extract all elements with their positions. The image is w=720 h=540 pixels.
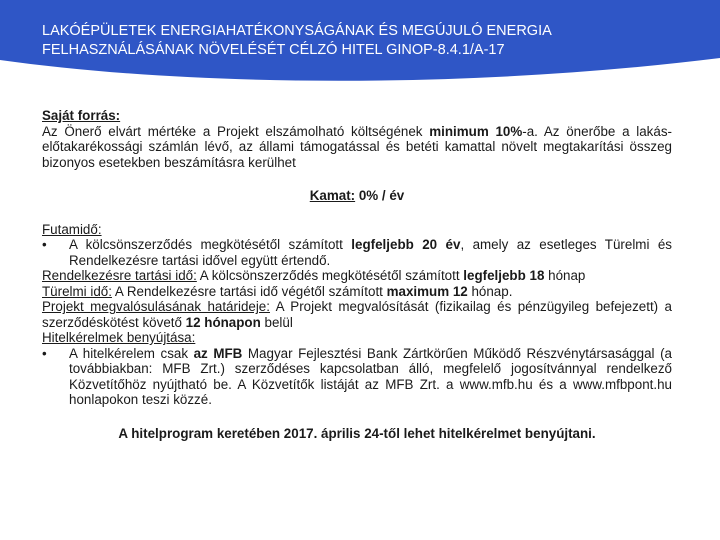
header-banner: [0, 0, 720, 82]
interest-value: 0% / év: [355, 188, 405, 203]
document-body: [42, 108, 672, 441]
page-title: LAKÓÉPÜLETEK ENERGIAHATÉKONYSÁGÁNAK ÉS MEGÚJULÓ ENERGIA FELHASZNÁLÁSÁNAK NÖVELÉSÉT CÉLZÓ HITEL GINOP-8.4.1/A-17: [42, 23, 551, 58]
bullet-dot: •: [42, 345, 47, 361]
availability-text: Rendelkezésre tartási idő: A kölcsönszerződés megkötésétől számított legfeljebb 18 hónap: [42, 268, 586, 283]
application-heading: Hitelkérelmek benyújtása:: [42, 330, 196, 345]
own-funds-text: Az Önerő elvárt mértéke a Projekt elszámolható költségének minimum 10%-a. Az önerőbe a lakás-előtakarékossági számlán lévő, az állami támogatással és betéti kamattal növelt megtakarítási összeg bizonyos esetekben beszámításra kerülhet: [42, 123, 672, 170]
own-funds-heading: Saját forrás:: [42, 108, 121, 123]
deadline-text: Projekt megvalósulásának határideje: A Projekt megvalósítását (fizikailag és pénzügyileg befejezett) a szerződéskötést követő 12 hónapon belül: [42, 299, 672, 330]
term-bullet: • A kölcsönszerződés megkötésétől számított legfeljebb 20 év, amely az esetleges Türelmi és Rendelkezésre tartási idővel együtt értendő.: [42, 237, 672, 268]
interest-label: Kamat:: [309, 188, 356, 203]
term-heading: Futamidő:: [42, 221, 102, 237]
grace-text: Türelmi idő: A Rendelkezésre tartási idő végétől számított maximum 12 hónap.: [42, 283, 513, 299]
bullet-dot: •: [42, 237, 47, 252]
application-bullet: • A hitelkérelem csak az MFB Magyar Fejlesztési Bank Zártkörűen Működő Részvénytársasággal (a továbbiakban: MFB Zrt.) szerződéses kapcsolatban álló, megfelelő jogosítvánnyal rendelkező Közvetítőhöz nyújtható be. A Közvetítők listáját az MFB Zrt. a www.mfb.hu és a www.mfbpont.hu honlapokon teszi közzé.: [42, 345, 672, 407]
interest-line: [42, 188, 672, 204]
footer-note: A hitelprogram keretében 2017. április 24-től lehet hitelkérelmet benyújtani.: [118, 425, 596, 441]
